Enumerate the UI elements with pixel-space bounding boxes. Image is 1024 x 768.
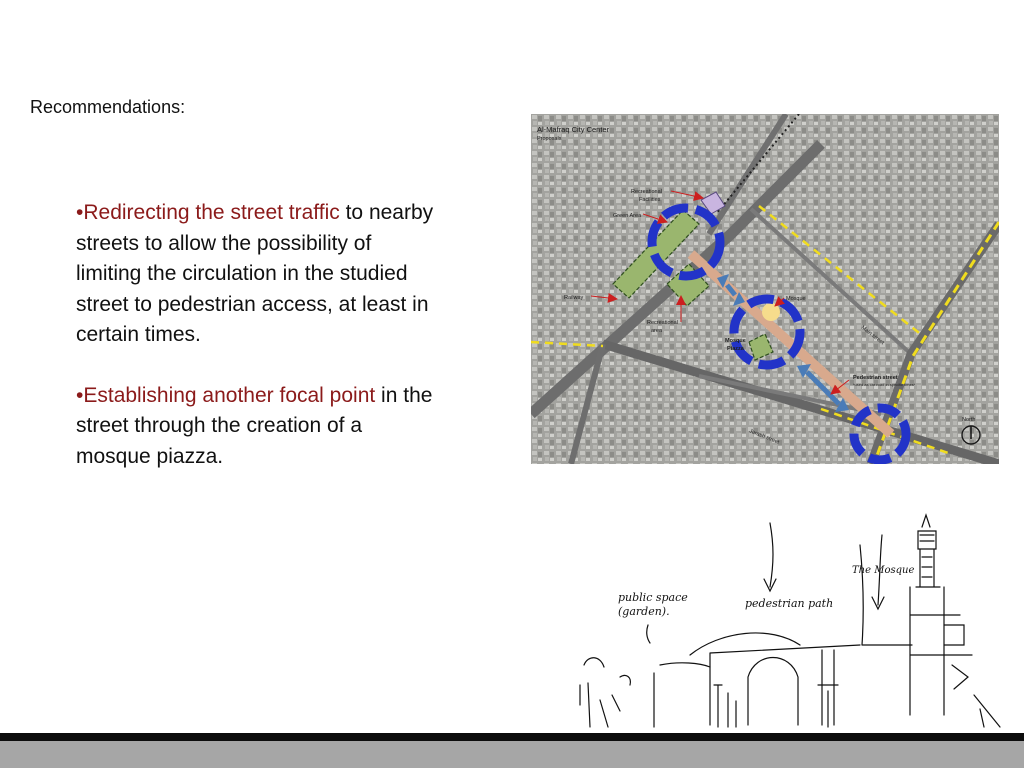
street-sketch: [560, 505, 1024, 733]
mosque-marker: [762, 303, 780, 321]
bullet-text: to nearby streets to allow the possibility of limiting the circulation in the studied street to pedestrian access, at least in certain times.: [76, 201, 434, 346]
label-recreational-area-2: area: [651, 328, 663, 334]
label-green-area: Green Area: [613, 213, 642, 219]
sketch-label-pedestrian-path: pedestrian path: [745, 597, 834, 610]
bullet-list: [76, 198, 436, 472]
sketch-drawing: [560, 505, 1024, 733]
label-railway: Railway: [564, 295, 584, 301]
bullet-highlight: Establishing another focal point: [83, 383, 376, 407]
label-recreational-facilities-2: Facilities: [639, 197, 661, 203]
map-graphic: [531, 114, 999, 464]
bullet-marker: •: [76, 201, 84, 224]
sketch-label-garden: (garden).: [618, 605, 670, 618]
label-mosque-piazza: Mosque: [725, 338, 746, 344]
map-title: Al-Mafraq City Center: [537, 125, 610, 134]
label-recreational-area: Recreational: [647, 320, 678, 326]
label-jarash-street: Jarash street: [748, 428, 780, 446]
label-mosque-piazza-2: Piazza: [727, 346, 744, 352]
label-pedestrian-note: *used as car road in specific times*: [853, 382, 916, 387]
slide-title: Recommendations:: [30, 97, 186, 117]
site-plan-map: [531, 114, 999, 464]
bullet-text: in the street through the creation of a mosque piazza.: [76, 383, 433, 468]
footer-bar-dark: [0, 733, 1024, 741]
sketch-label-the-mosque: The Mosque: [852, 565, 915, 576]
label-main-street: Main street: [859, 324, 885, 347]
bullet-marker: •: [76, 383, 84, 407]
sketch-lines: [580, 515, 1000, 727]
urban-texture: [531, 114, 999, 464]
label-recreational-facilities: Recreational: [631, 189, 662, 195]
map-subtitle: Proposals: [537, 136, 562, 142]
label-north: North: [962, 417, 976, 423]
sketch-label-public-space: public space: [618, 591, 688, 604]
label-mosque: Mosque: [786, 296, 806, 302]
bullet-focal-point: [76, 381, 436, 473]
bullet-highlight: Redirecting the street traffic: [83, 201, 340, 224]
footer-bar-gray: [0, 741, 1024, 768]
label-pedestrian-street: Pedestrian street: [853, 375, 898, 381]
bullet-traffic: [76, 198, 436, 351]
